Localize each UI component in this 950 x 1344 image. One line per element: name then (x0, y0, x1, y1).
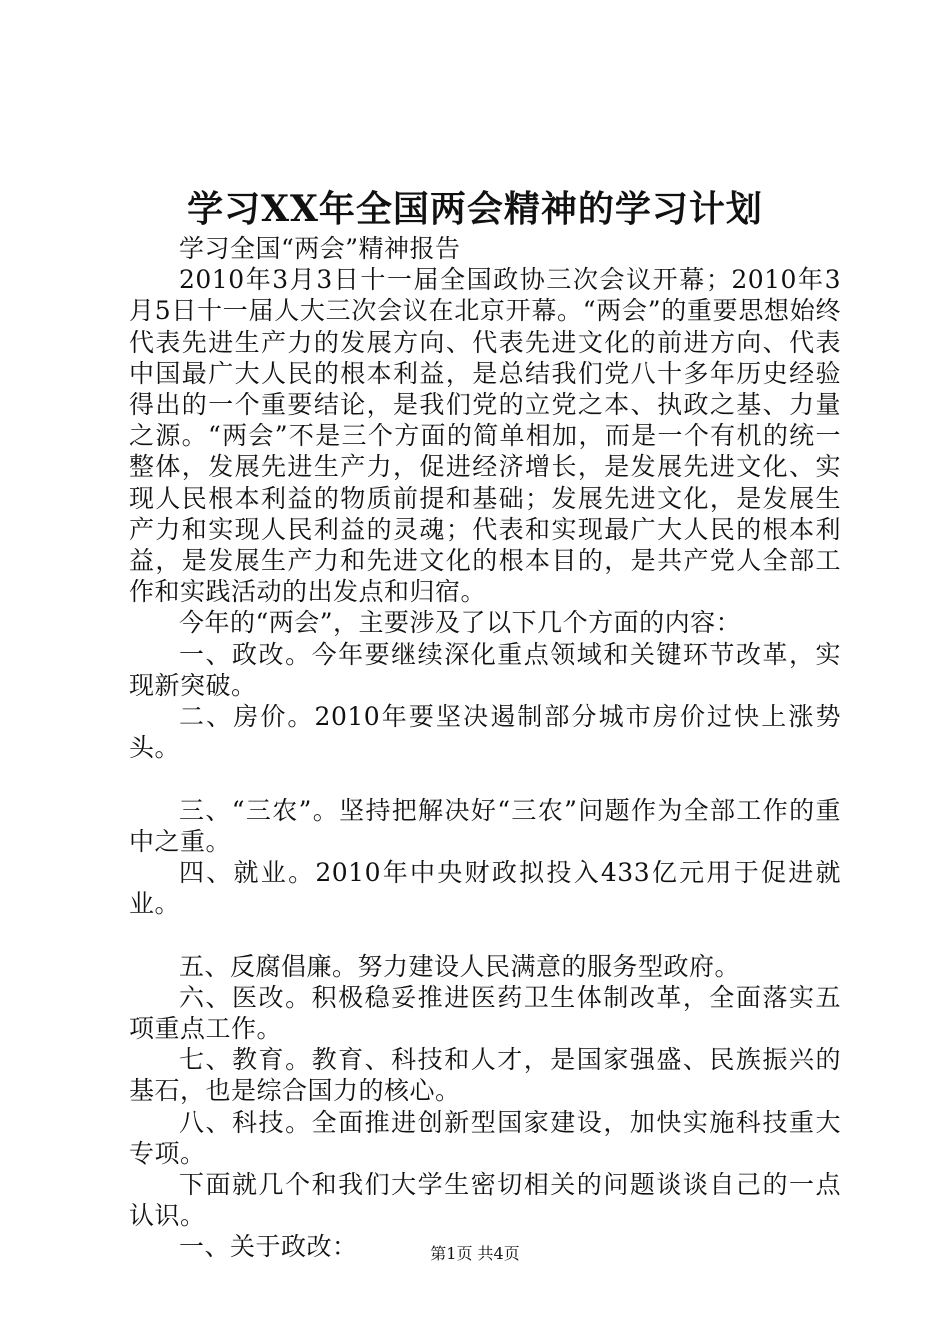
page-footer: 第1页 共4页 (430, 1244, 520, 1263)
paragraph-discussion-lead: 下面就几个和我们大学生密切相关的问题谈谈自己的一点认识。 (129, 1170, 841, 1231)
document-body (129, 233, 841, 1263)
paragraph-item-7: 七、教育。教育、科技和人才，是国家强盛、民族振兴的基石，也是综合国力的核心。 (129, 1045, 841, 1106)
paragraph-intro: 2010年3月3日十一届全国政协三次会议开幕；2010年3月5日十一届人大三次会议在北京开幕。“两会”的重要思想始终代表先进生产力的发展方向、代表先进文化的前进方向、代表中国最广大人民的根本利益，是总结我们党八十多年历史经验得出的一个重要结论，是我们党的立党之本、执政之基、力量之源。“两会”不是三个方面的简单相加，而是一个有机的统一整体，发展先进生产力，促进经济增长，是发展先进文化、实现人民根本利益的物质前提和基础；发展先进文化，是发展生产力和实现人民利益的灵魂；代表和实现最广大人民的根本利益，是发展生产力和先进文化的根本目的，是共产党人全部工作和实践活动的出发点和归宿。 (129, 265, 841, 607)
blank-line (129, 763, 841, 794)
paragraph-item-6: 六、医改。积极稳妥推进医药卫生体制改革，全面落实五项重点工作。 (129, 982, 841, 1044)
paragraph-item-2: 二、房价。2010年要坚决遏制部分城市房价过快上涨势头。 (129, 702, 841, 763)
paragraph-item-1: 一、政改。今年要继续深化重点领域和关键环节改革，实现新突破。 (129, 639, 841, 700)
document-title: 学习XX年全国两会精神的学习计划 (187, 188, 763, 230)
paragraph-section-heading: 一、关于政改： (179, 1232, 358, 1262)
paragraph-item-8: 八、科技。全面推进创新型国家建设，加快实施科技重大专项。 (129, 1107, 841, 1168)
paragraph-item-5: 五、反腐倡廉。努力建设人民满意的服务型政府。 (179, 951, 741, 981)
blank-line (129, 919, 841, 950)
paragraph-item-3: 三、“三农”。坚持把解决好“三农”问题作为全部工作的重中之重。 (129, 795, 841, 856)
paragraph-subtitle: 学习全国“两会”精神报告 (179, 234, 461, 263)
paragraph-topics-lead: 今年的“两会”，主要涉及了以下几个方面的内容： (179, 608, 742, 638)
paragraph-item-4: 四、就业。2010年中央财政拟投入433亿元用于促进就业。 (129, 858, 841, 919)
